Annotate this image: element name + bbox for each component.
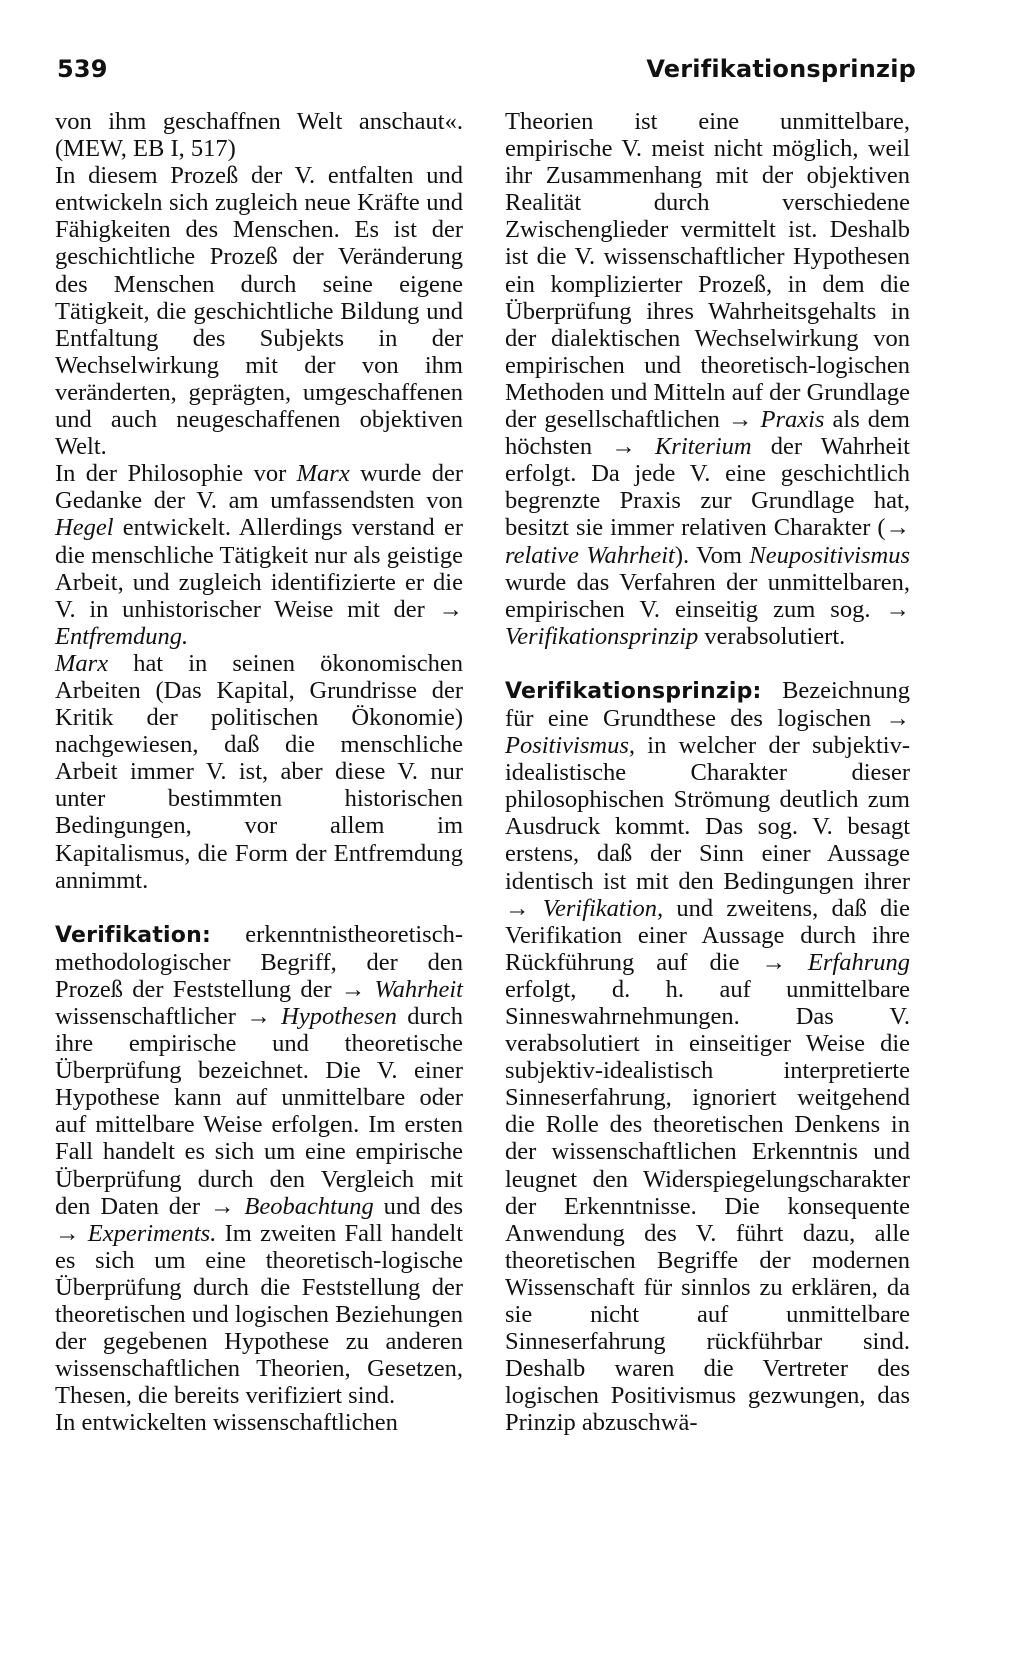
cross-ref-experiments: → Experiments. xyxy=(55,1219,217,1247)
name-marx: Marx xyxy=(55,649,109,677)
paragraph-theorien: Theorien ist eine unmittelbare, empirische V. meist nicht möglich, weil ihr Zusammenhang mit der objektiven Realität durch verschiedene Zwischenglieder vermittelt ist. Deshalb ist die V. wissenschaftlicher Hypothesen ein komplizierter Prozeß, in dem die Überprüfung ihres Wahrheitsgehalts in der dialektischen Wechselwirkung von empirischen und theoretisch-logischen Methoden und Mitteln auf der Grundlage der gesellschaftlichen → Praxis als dem höchsten → Kriterium der Wahrheit erfolgt. Da jede V. eine geschichtlich begrenzte Praxis zur Grundlage hat, besitzt sie immer relativen Charakter (→ relative Wahrheit). Vom Neupositivismus wurde das Verfahren der unmittelbaren, empirischen V. einseitig zum sog. → Verifikationsprinzip verabsolutiert. xyxy=(505,108,910,650)
cross-ref-praxis: → Praxis xyxy=(727,406,825,434)
entry-gap xyxy=(55,894,463,921)
cross-ref-verifikationsprinzip: → Verifikationsprinzip xyxy=(505,595,910,650)
paragraph-marx: Marx hat in seinen ökonomischen Arbeiten (Das Kapital, Grundrisse der Kritik der politischen Ökonomie) nachgewiesen, daß die menschliche Arbeit immer V. ist, aber diese V. nur unter bestimmten historischen Bedingungen, vor allem im Kapitalismus, die Form der Entfremdung annimmt. xyxy=(55,649,463,894)
right-column xyxy=(505,108,910,1437)
term-neupositivismus: Neupositivismus xyxy=(749,541,910,569)
cross-ref-entfremdung: → Entfremdung. xyxy=(55,595,463,650)
paragraph-continued: In entwickelten wissenschaftlichen xyxy=(55,1409,398,1437)
cross-ref-beobachtung: → Beobachtung xyxy=(209,1192,374,1220)
cross-ref-kriterium: → Kriterium xyxy=(611,433,752,461)
entry-keyword: Verifikation: xyxy=(55,922,211,948)
entry-verifikation: Verifikation: erkenntnistheoretisch-methodologischer Begriff, der den Prozeß der Feststellung der → Wahrheit wissenschaftlicher → Hypothesen durch ihre empirische und theoretische Überprüfung bezeichnet. Die V. einer Hypothese kann auf unmittelbare oder auf mittelbare Weise erfolgen. Im ersten Fall handelt es sich um eine empirische Überprüfung durch den Vergleich mit den Daten der → Beobachtung und des → Experiments. Im zweiten Fall handelt es sich um eine theoretisch-logische Überprüfung durch die Feststellung der theoretischen und logischen Beziehungen der gegebenen Hypothese zu anderen wissenschaftlichen Theorien, Gesetzen, Thesen, die bereits verifiziert sind. xyxy=(55,920,464,1410)
cross-ref-positivismus: → Positivismus, xyxy=(505,704,910,760)
cross-ref-hypothesen: → Hypothesen xyxy=(246,1003,397,1030)
cross-ref-erfahrung: → Erfahrung xyxy=(761,948,911,976)
running-title: Verifikationsprinzip xyxy=(646,55,916,83)
cross-ref-wahrheit: → Wahrheit xyxy=(340,975,463,1003)
continued-paragraph: von ihm geschaffnen Welt anschaut«. (MEW, EB I, 517) xyxy=(55,108,463,163)
cross-ref-relative-wahrheit: → relative Wahrheit xyxy=(505,514,910,569)
paragraph-process: In diesem Prozeß der V. entfalten und entwickeln sich zugleich neue Kräfte und Fähigkeiten des Menschen. Es ist der geschichtliche Prozeß der Veränderung des Menschen durch seine eigene Tätigkeit, die geschichtliche Bildung und Entfaltung des Subjekts in der Wechselwirkung mit der von ihm veränderten, geprägten, umgeschaffenen und auch neugeschaffenen objektiven Welt. xyxy=(55,162,463,461)
entry-keyword: Verifikationsprinzip: xyxy=(505,678,762,704)
page-number: 539 xyxy=(57,55,108,83)
name-marx: Marx xyxy=(296,460,350,488)
paragraph-hegel: In der Philosophie vor Marx wurde der Gedanke der V. am umfassendsten von Hegel entwickelt. Allerdings verstand er die menschliche Tätigkeit nur als geistige Arbeit, und zugleich identifizierte er die V. in unhistorischer Weise mit der → Entfremdung. xyxy=(55,460,463,650)
cross-ref-verifikation: → Verifikation, xyxy=(505,894,664,922)
left-column xyxy=(55,108,463,1437)
entry-gap xyxy=(505,650,910,677)
entry-verifikationsprinzip: Verifikationsprinzip: Bezeichnung für eine Grundthese des logischen → Positivismus, in welcher der subjektiv-idealistische Charakter dieser philosophischen Strömung deutlich zum Ausdruck kommt. Das sog. V. besagt erstens, daß der Sinn einer Aussage identisch ist mit den Bedingungen ihrer → Verifikation, und zweitens, daß die Verifikation einer Aussage durch ihre Rückführung auf die → Erfahrung erfolgt, d. h. auf unmittelbare Sinneswahrnehmungen. Das V. verabsolutiert in einseitiger Weise die subjektiv-idealistisch interpretierte Sinneserfahrung, ignoriert weitgehend die Rolle des theoretischen Denkens in der wissenschaftlichen Erkenntnis und leugnet den Widerspiegelungscharakter der Erkenntnisse. Die konsequente Anwendung des V. führt dazu, alle theoretischen Begriffe der modernen Wissenschaft für sinnlos zu erklären, da sie nicht auf unmittelbare Sinneserfahrung rückführbar sind. Deshalb waren die Vertreter des logischen Positivismus gezwungen, das Prinzip abzuschwä- xyxy=(505,676,911,1437)
name-hegel: Hegel xyxy=(55,514,114,542)
